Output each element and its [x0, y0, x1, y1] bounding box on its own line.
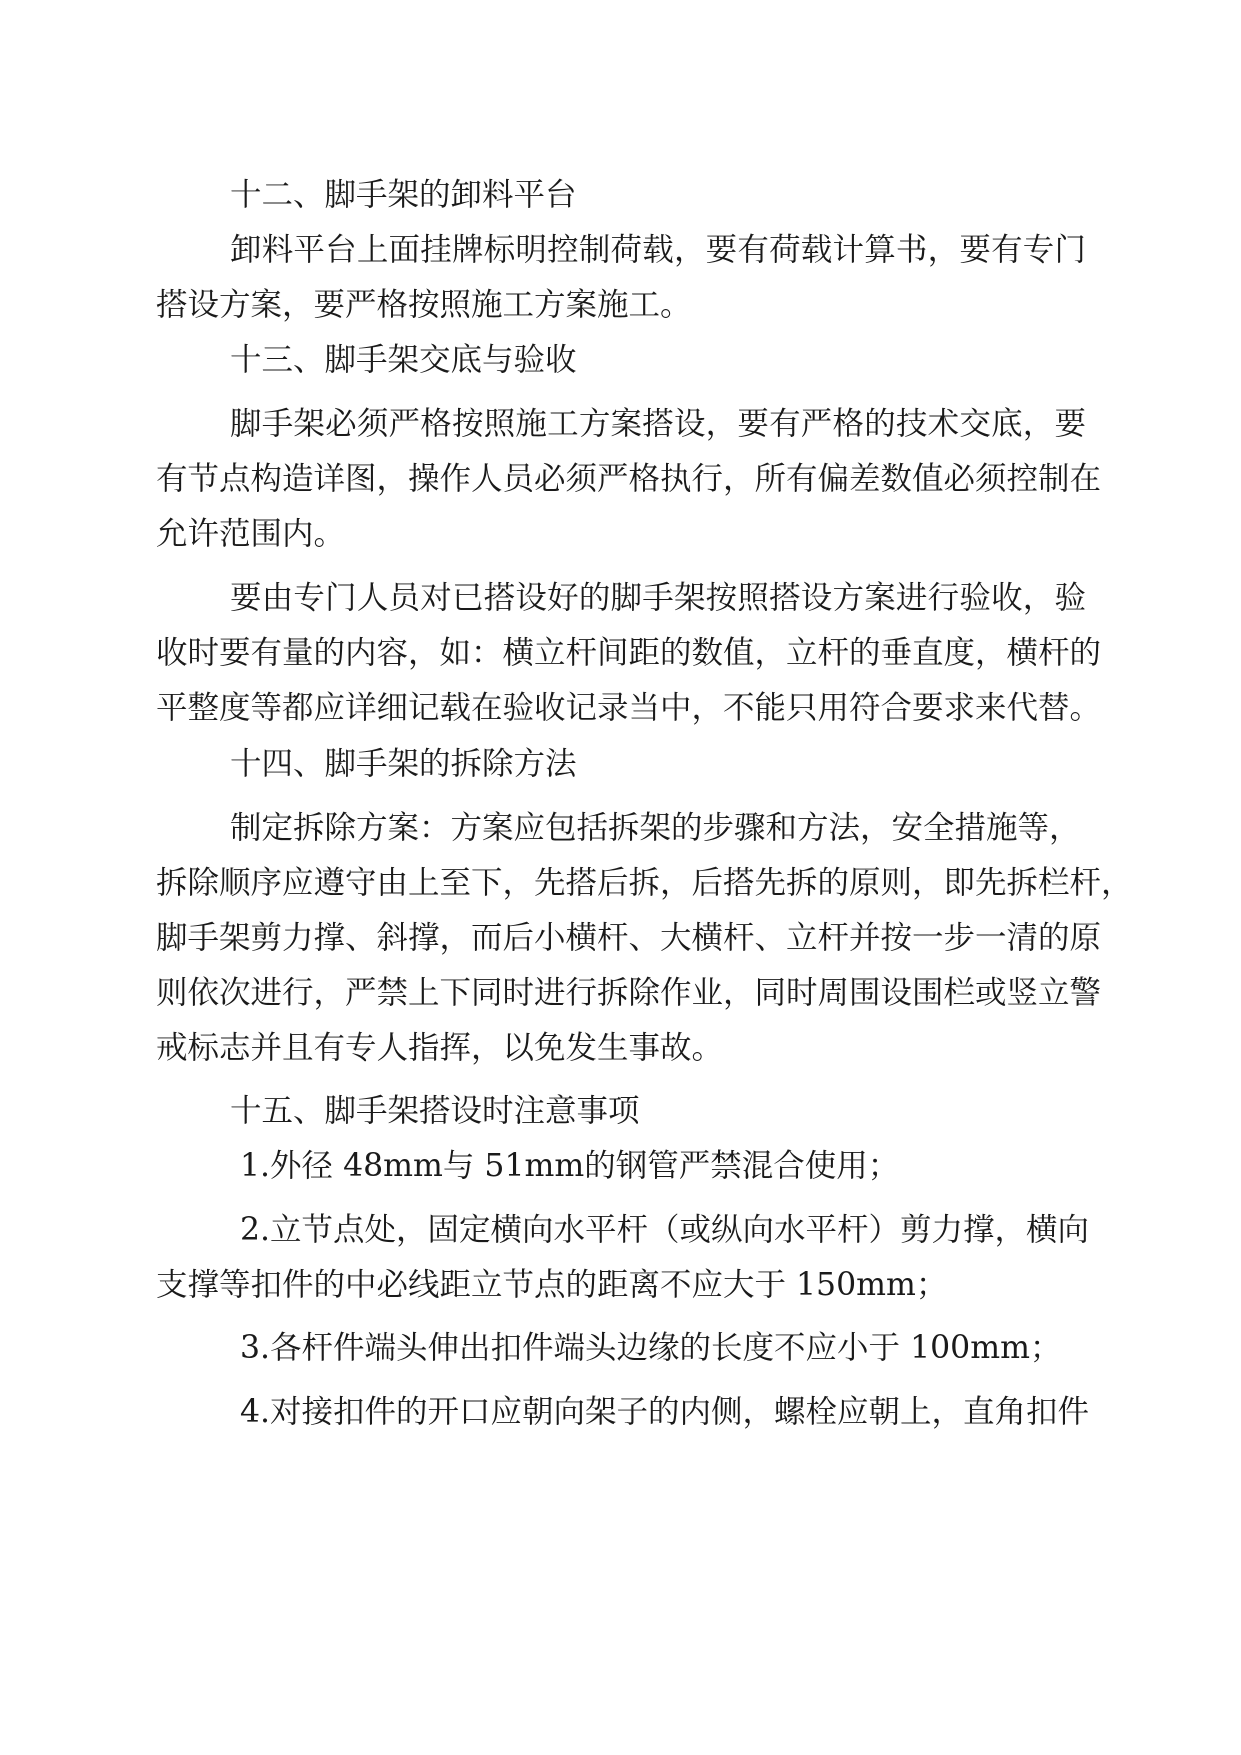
paragraph-line: 平整度等都应详细记载在验收记录当中，不能只用符合要求来代替。	[156, 690, 1102, 726]
paragraph-line: 脚手架剪力撑、斜撑，而后小横杆、大横杆、立杆并按一步一清的原	[156, 920, 1102, 956]
list-item: 2.立节点处，固定横向水平杆（或纵向水平杆）剪力撑，横向	[240, 1212, 1090, 1248]
paragraph-line: 收时要有量的内容，如：横立杆间距的数值，立杆的垂直度，横杆的	[156, 635, 1102, 671]
section-heading-13: 十三、脚手架交底与验收	[230, 342, 577, 378]
paragraph-line: 允许范围内。	[156, 516, 346, 552]
paragraph-line: 制定拆除方案：方案应包括拆架的步骤和方法，安全措施等，	[230, 810, 1081, 846]
list-item: 4.对接扣件的开口应朝向架子的内侧，螺栓应朝上，直角扣件	[240, 1394, 1090, 1430]
paragraph-line: 搭设方案，要严格按照施工方案施工。	[156, 287, 692, 323]
paragraph-line: 卸料平台上面挂牌标明控制荷载，要有荷载计算书，要有专门	[230, 232, 1086, 268]
paragraph-line: 拆除顺序应遵守由上至下，先搭后拆，后搭先拆的原则，即先拆栏杆，	[156, 865, 1133, 901]
list-item: 1.外径 48mm与 51mm的钢管严禁混合使用；	[240, 1148, 900, 1184]
section-heading-12: 十二、脚手架的卸料平台	[230, 177, 577, 213]
section-heading-14: 十四、脚手架的拆除方法	[230, 746, 577, 782]
section-heading-15: 十五、脚手架搭设时注意事项	[230, 1093, 640, 1129]
paragraph-line: 戒标志并且有专人指挥，以免发生事故。	[156, 1030, 724, 1066]
paragraph-line: 则依次进行，严禁上下同时进行拆除作业，同时周围设围栏或竖立警	[156, 975, 1102, 1011]
list-item-continuation: 支撑等扣件的中必线距立节点的距离不应大于 150mm；	[156, 1267, 948, 1303]
list-item: 3.各杆件端头伸出扣件端头边缘的长度不应小于 100mm；	[240, 1330, 1062, 1366]
paragraph-line: 脚手架必须严格按照施工方案搭设，要有严格的技术交底，要	[230, 406, 1086, 442]
paragraph-line: 有节点构造详图，操作人员必须严格执行，所有偏差数值必须控制在	[156, 461, 1102, 497]
paragraph-line: 要由专门人员对已搭设好的脚手架按照搭设方案进行验收，验	[230, 580, 1086, 616]
